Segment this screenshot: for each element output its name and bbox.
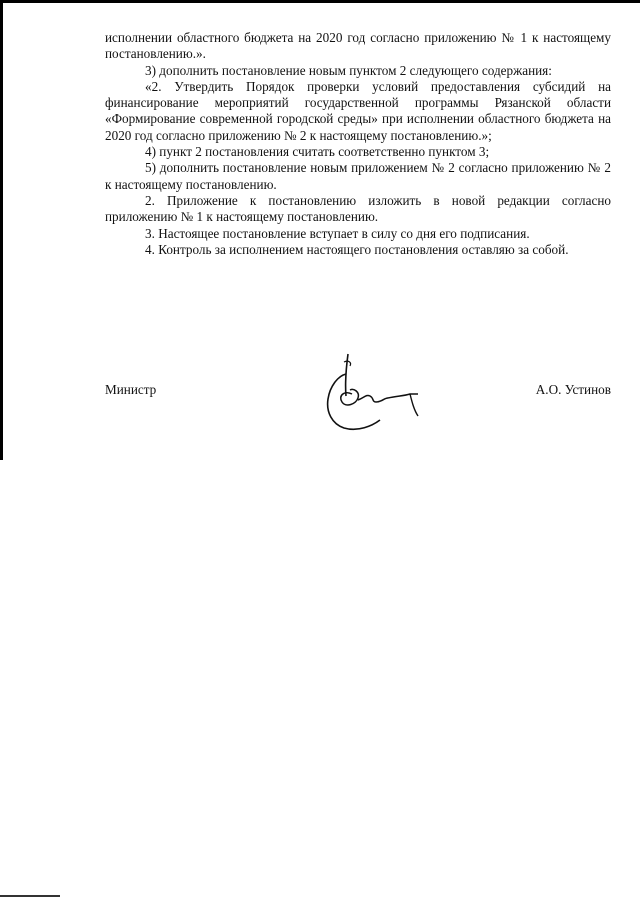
paragraph-item-4: 4) пункт 2 постановления считать соответственно пунктом 3; [145, 144, 490, 160]
paragraph-item-3: 3) дополнить постановление новым пунктом 2 следующего содержания: [145, 62, 552, 78]
signatory-title: Министр [105, 382, 157, 397]
scan-edge-left [0, 0, 3, 460]
paragraph-continuation: исполнении областного бюджета на 2020 год согласно приложению № 1 к настоящему постановлению.». [105, 30, 611, 62]
handwritten-signature [300, 344, 440, 444]
paragraph-quoted-item-2: «2. Утвердить Порядок проверки условий предоставления субсидий на финансирование мероприятий государственной программы Рязанской области «Формирование современной городской среды» при исполнении областного бюджета на 2020 год согласно приложению № 2 к настоящему постановлению.»; [105, 78, 611, 143]
document-body [105, 30, 611, 258]
signature-block [105, 374, 611, 464]
paragraph-point-2: 2. Приложение к постановлению изложить в новой редакции согласно приложению № 1 к настоящему постановлению. [105, 192, 611, 225]
paragraph-point-4: 4. Контроль за исполнением настоящего постановления оставляю за собой. [145, 241, 569, 257]
signatory-name: А.О. Устинов [535, 382, 611, 397]
scan-edge-bottom-left [0, 895, 60, 897]
paragraph-item-5: 5) дополнить постановление новым приложением № 2 согласно приложению № 2 к настоящему постановлению. [105, 160, 611, 192]
scan-edge-top [0, 0, 640, 3]
paragraph-point-3: 3. Настоящее постановление вступает в силу со дня его подписания. [145, 225, 530, 241]
